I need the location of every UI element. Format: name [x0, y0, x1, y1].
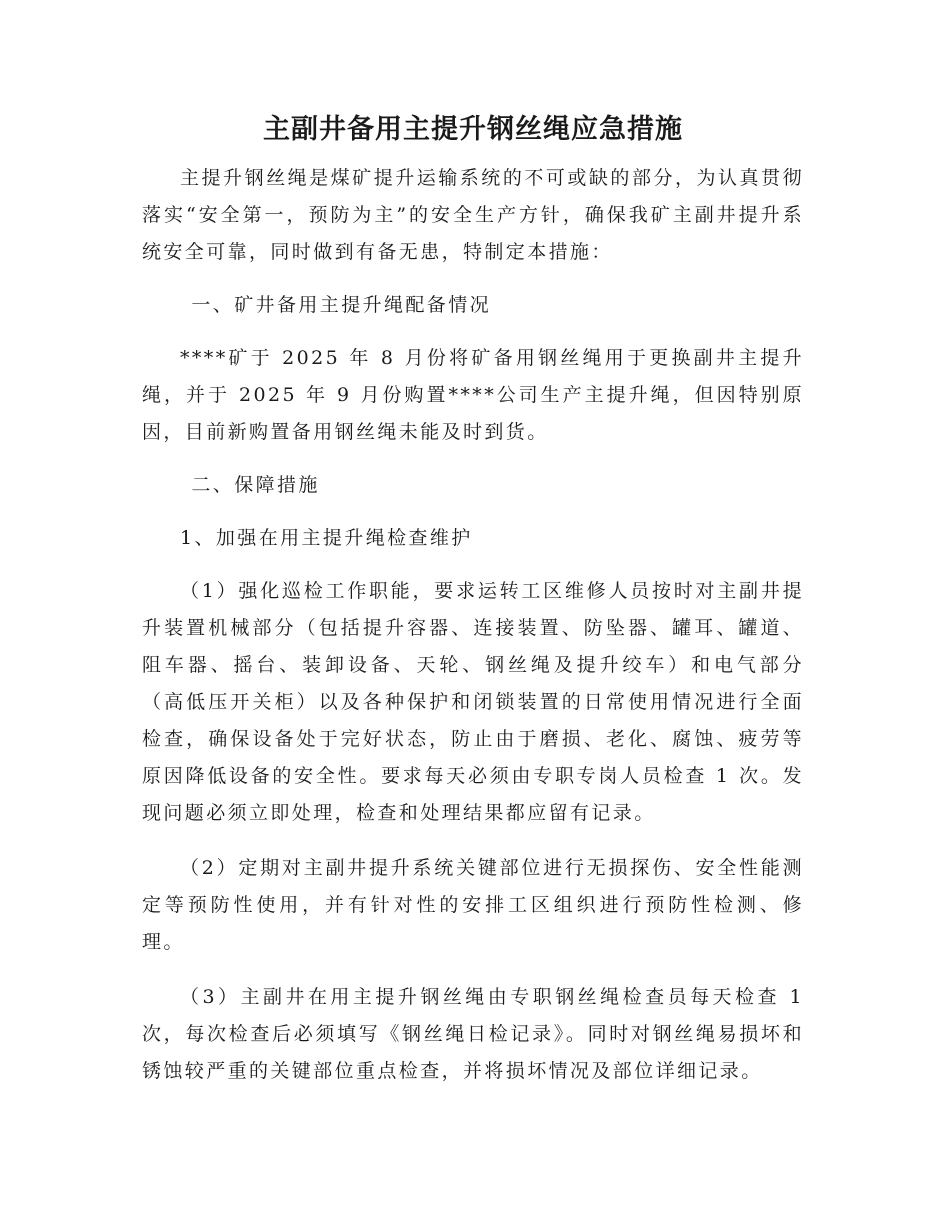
- intro-paragraph: 主提升钢丝绳是煤矿提升运输系统的不可或缺的部分，为认真贯彻落实“安全第一，预防为主”的安全生产方针，确保我矿主副井提升系统安全可靠，同时做到有备无患，特制定本措施：: [142, 167, 804, 263]
- measure-paragraph-3: （3）主副井在用主提升钢丝绳由专职钢丝绳检查员每天检查 1 次，每次检查后必须填写《钢丝绳日检记录》。同时对钢丝绳易损坏和锈蚀较严重的关键部位重点检查，并将损坏情况及部位详细记录。: [142, 986, 804, 1082]
- subsection-heading-1: 1、加强在用主提升绳检查维护: [180, 527, 473, 549]
- section-1-paragraph: ****矿于 2025 年 8 月份将矿备用钢丝绳用于更换副井主提升绳，并于 2025 年 9 月份购置****公司生产主提升绳，但因特别原因，目前新购置备用钢丝绳未能及时到货。: [142, 347, 804, 443]
- measure-paragraph-2: （2）定期对主副井提升系统关键部位进行无损探伤、安全性能测定等预防性使用，并有针对性的安排工区组织进行预防性检测、修理。: [142, 857, 804, 953]
- section-heading-1: 一、矿井备用主提升绳配备情况: [191, 294, 491, 316]
- measure-paragraph-1: （1）强化巡检工作职能，要求运转工区维修人员按时对主副井提升装置机械部分（包括提升容器、连接装置、防坠器、罐耳、罐道、阻车器、摇台、装卸设备、天轮、钢丝绳及提升绞车）和电气部分（高低压开关柜）以及各种保护和闭锁装置的日常使用情况进行全面检查，确保设备处于完好状态，防止由于磨损、老化、腐蚀、疲劳等原因降低设备的安全性。要求每天必须由专职专岗人员检查 1 次。发现问题必须立即处理，检查和处理结果都应留有记录。: [142, 580, 804, 824]
- section-heading-2: 二、保障措施: [191, 474, 320, 496]
- document-page: [142, 108, 804, 1090]
- document-title: 主副井备用主提升钢丝绳应急措施: [263, 114, 683, 145]
